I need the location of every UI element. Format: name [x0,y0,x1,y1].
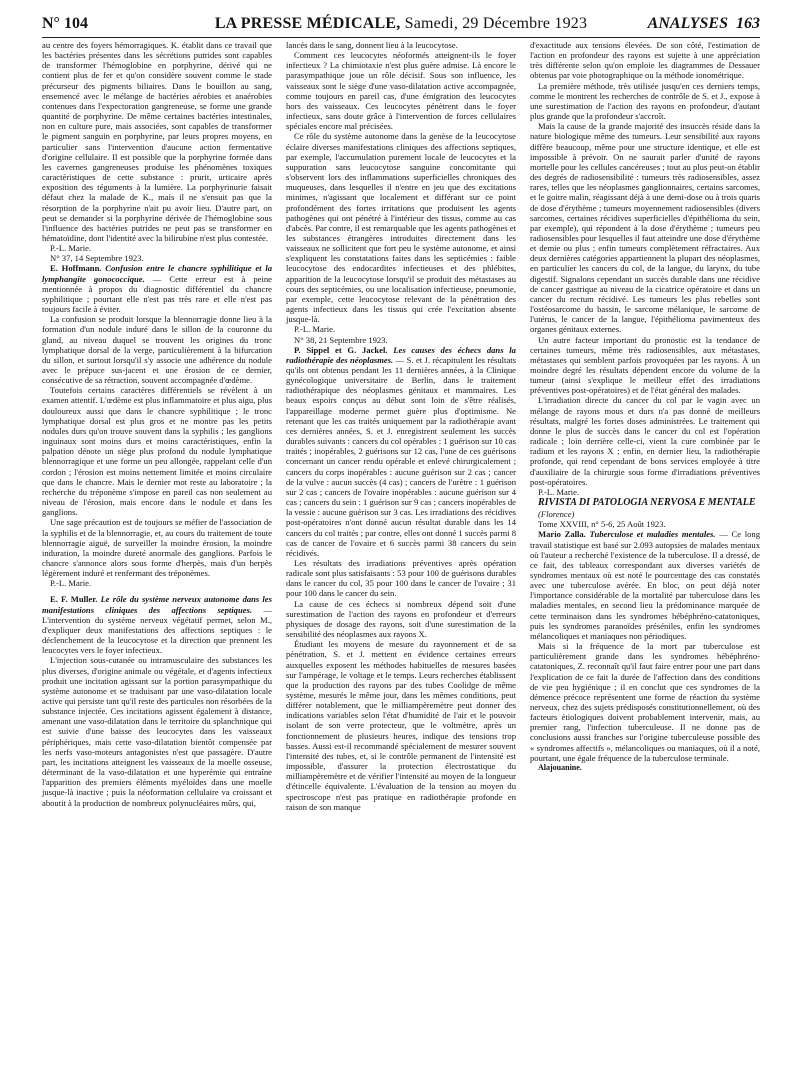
column-middle [286,40,516,1074]
issue-dateline: N° 37, 14 Septembre 1923. [50,253,144,264]
article-text: — Cette erreur est à peine mentionnée à propos du diagnostic différentiel du chancre syphilitique ; pourtant elle n'est pas très rare et elle n'est pas toujours facile à éviter. [42,273,272,315]
paragraph: Mais si la fréquence de la mort par tuberculose est particulièrement grande dans les syndromes hébéphréno-catatoniques, Z. reconnaît qu'il faut faire entrer pour une part dans l'explication de ce fait la durée de l'affection dans des conditions de vie peu hygiénique ; il en conclut que ces syndromes de la démence précoce représentent une forme de réaction du système nerveux, chez des sujets prédisposés constitutionnellement, où des facteurs étiologiques doivent probablement intervenir, mais, au premier rang, l'infection tuberculeuse. Il ne donne pas de conclusions aussi franches sur l'origine tuberculeuse possible des « syndromes affectifs », mélancoliques ou maniaques, où il a noté, pourtant, une égale fréquence de la tuberculose terminale. [530,641,760,763]
journal-heading: RIVISTA DI PATOLOGIA NERVOSA E MENTALE [538,497,756,509]
volume-line: Tome XXVIII, n° 5-6, 25 Août 1923. [538,519,666,530]
article-sippel-jackel [286,345,516,558]
paragraph: Une sage précaution est de toujours se méfier de l'association de la syphilis et de la blennorragie, et, au cours du traitement de toute blennorragie aiguë, de surveiller la moindre érosion, la moindre induration, la moindre dureté anormale des ganglions. Parfois le chancre s'annonce alors sous forme d'herpès, mais d'un herpès légèrement induré et renfermant des tréponèmes. [42,517,272,579]
column-left [42,40,272,1074]
section-and-page [648,15,760,33]
paragraph: Mais la cause de la grande majorité des insuccès réside dans la nature biologique même des tumeurs. Leur sensibilité aux rayons diffère beaucoup, même pour une structure identique, et elle est impossible à prévoir. On ne saurait parler d'unité de rayons mortelle pour les cellules cancéreuses ; tout au plus peut-on établir des degrés de radiosensibilité : tumeurs très radiosensibles, assez rares, telles que les néoplasmes ganglionnaires, certains sarcomes, et le goitre malin, réagissant déjà à une demi-dose ou à trois quarts de dose d'érythème ; tumeurs moyennement radiosensibles (divers sarcomes, certaines récidives superficielles d'épithélioma du sein, par exemple), qui répondent à la dose d'érythème ; tumeurs peu radiosensibles pour lesquelles il faut atteindre une dose d'érythème et demie ou plus ; enfin tumeurs complètement réfractaires. Aux deux dernières catégories appartiennent la plupart des néoplasmes, en particulier les cancers du col, de la langue, du larynx, du tube digestif. Signalons cependant un succès durable dans une récidive de cancer gastrique au niveau de la cicatrice opératoire et dans un cancer du rectum récidivé. Les tumeurs les plus rebelles sont l'ostéosarcome du bassin, le sarcome mélanique, le sarcome de l'utérus, le cancer de la langue, l'épithélioma pavimenteux des organes génitaux externes. [530,121,760,335]
issue-dateline: N° 38, 21 Septembre 1923. [294,334,388,345]
paragraph: L'irradiation directe du cancer du col par le vagin avec un mélange de rayons mous et durs n'a pas donné de meilleurs résultats, malgré les fortes doses administrées. Le traitement qui donne le plus de succès dans le cancer du col est l'opération radicale ; loin derrière celle-ci, vient la cure combinée par le radium et les rayons X ; enfin, en dernier lieu, la radiothérapie profonde, qui rend cependant de bons services employée à titre d'auxiliaire de la chirurgie sous forme d'irradiations préventives post-opératoires. [530,395,760,487]
header-rule [42,37,760,38]
paragraph: Étudiant les moyens de mesure du rayonnement et de sa pénétration, S. et J. mettent en évidence certaines erreurs auxquelles exposent les méthodes habituelles de mesures basées sur l'ampérage, le voltage et le temps. Leurs recherches établissent que la production des rayons par des tubes Coolidge de même système, mesurés le même jour, dans les mêmes conditions, peut différer notablement, que le milliampèremètre peut donner des indications variables selon l'état d'humidité de l'air et le pouvoir isolant de son verre protecteur, que le voltmètre, après un fonctionnement de plusieurs heures, indique des tensions trop basses. Aussi est-il recommandé spécialement de mesurer souvent l'intensité des tubes, et, si le contrôle permanent de l'intensité est impossible, d'assurer la protection électrostatique du milliampèremètre et de vérifier l'intensité au moyen de la longueur d'étincelle équivalente. L'évaluation de la tension au moyen du spectroscope n'est pas pratique en radiothérapie profonde en raison de son manque [286,639,516,812]
paragraph: au centre des foyers hémorragiques. K. établit dans ce travail que les bactéries présentes dans les sécrétions putrides sont capables de transformer l'hémoglobine en porphyrine, dérivé qui ne contient plus de fer et qu'on considère souvent comme le stade précurseur des pigments biliaires. Dans le bouillon au sang, ensemencé avec le mélange de bactéries aérobies et anaérobies contenues dans l'expectoration gangreneuse, se forme une grande quantité de porphyrine. De même certaines bactéries intestinales, non en culture pure, mais associées, sont capables de transformer le pigment sanguin en porphyrine, par leurs propres moyens, en particulier sans l'intervention d'aucune action fermentative d'origine cellulaire. Il est possible que la porphyrine formée dans les cavernes gangreneuses produise les phénomènes toxiques caractéristiques de cette substance : prurit, urticaire après exposition des téguments à la lumière. La porphyrinurie faisait défaut chez la malade de K., mais il ne s'ensuit pas que la résorption de la porphyrine n'ait pu avoir lieu. D'autre part, on peut se demander si la porphyrine dérivée de l'hémoglobine sous l'influence des bactéries putrides ne peut pas se transformer en hématoïdine, dont l'identité avec la bilirubine n'est plus contestée. [42,40,272,243]
article-title: Le rôle du système nerveux autonome dans les manifestations cliniques des affections septiques. [42,594,272,615]
signature: P.-L. Marie. [50,243,92,254]
article-title: Tuberculose et maladies mentales. [589,529,716,540]
column-right [530,40,760,1074]
page-number: 163 [736,15,760,32]
signature: P.-L. Marie. [538,486,580,497]
journal-name: LA PRESSE MÉDICALE, [214,15,401,32]
paragraph: Comment ces leucocytes néoformés atteignent-ils le foyer infectieux ? La chimiotaxie n'est plus guère admise. Là encore le parasympathique joue un rôle décisif. Sous son influence, les vaisseaux sont le siège d'une vaso-dilatation active accompagnée, comme toujours en pareil cas, d'une émigration des leucocytes hors des vaisseaux. Ces leucocytes pénètrent dans le foyer infectieux, sans doute grâce à l'intervention de forces cellulaires spéciales encore mal précisées. [286,50,516,132]
article-author: E. F. Muller. [50,594,98,605]
paragraph: lancés dans le sang, donnent lieu à la leucocytose. [286,40,458,50]
paragraph: L'injection sous-cutanée ou intramusculaire des substances les plus diverses, d'origine animale ou végétale, et d'agents infectieux produit une incitation agissant sur la portion parasympathique du système autonome et se traduisant par une vaso-dilatation locale active qui persiste tant qu'il reste des particules non résorbées de la substance injectée. Ces incitations agissent également à distance, amenant une vaso-dilatation dans le territoire du splanchnique qui est suivie d'une baisse des leucocytes dans les vaisseaux périphériques, mais cette vaso-dilatation bientôt compensée par les nerfs vaso-moteurs antagonistes n'est que passagère. D'autre part, les incitations atteignent les vaisseaux de la moelle osseuse, déterminant de la vaso-dilatation et une hyperémie qui entraîne l'apparition des premiers éléments myéloïdes dans une moelle jusque-là inactive ; puis la néoformation cellulaire va croissant et aboutit à la production de nombreux polynucléaires mûrs, qui, [42,655,272,808]
article-zalla [530,529,760,641]
article-hoffmann [42,263,272,314]
signature: P.-L. Marie. [50,578,92,589]
article-author: Mario Zalla. [538,529,586,540]
section-name: ANALYSES [647,15,728,32]
signature: P.-L. Marie. [294,324,336,335]
running-header [42,15,760,35]
article-title: Confusion entre le chancre syphilitique et la lymphangite gonococcique. [42,263,272,284]
signature: Alajouanine. [538,762,582,772]
paragraph: d'exactitude aux tensions élevées. De son côté, l'estimation de l'action en profondeur des rayons est sujette à une appréciation très différente selon qu'on emploie les diagrammes de Dessauer obtenus par voie photographique ou la méthode ionométrique. [530,40,760,81]
article-muller [42,594,272,655]
paragraph: Ce rôle du système autonome dans la genèse de la leucocytose éclaire diverses manifestations cliniques des affections septiques, par exemple, l'accumulation purement locale de leucocytes et la suppuration sans leucocytose sanguine concomitante qui s'observent lors des inflammations superficielles chroniques des muqueuses, dans lesquelles il n'entre en jeu que des excitations minimes, n'agissant que localement et différant sur ce point profondément des fortes irritations que produisent les agents pathogènes qui ont pénétré à l'intérieur des tissus, comme au cas d'abcès. Par contre, il est remarquable que les agents pathogènes et les substances étrangères introduites directement dans les vaisseaux ne sollicitent que fort peu le système autonome, et ainsi s'expliquent les constatations faites dans les septicémies : faible leucocytose des endocardites infectieuses et des phlébites, apparition de la leucocytose lorsqu'il se produit des métastases au cours des septicémies, ou une localisation infectieuse, pneumonie, par exemple, cette leucocytose relevant de la pénétration des agents infectieux dans les tissus qui crée l'excitation absente jusque-là. [286,131,516,325]
paragraph: La première méthode, très utilisée jusqu'en ces derniers temps, comme le montrent les recherches de contrôle de S. et J., expose à une surestimation de l'action des rayons en profondeur, d'autant plus grande que la profondeur s'accroît. [530,80,760,122]
paragraph: La confusion se produit lorsque la blennorragie donne lieu à la formation d'un nodule induré dans le sillon de la couronne du gland, au niveau duquel se trouvent les origines du tronc lymphatique dorsal de la verge, particulièrement à la bifurcation du sillon, et surtout lorsqu'il s'y associe une adhérence du nodule avec le prépuce sus-jacent et une érosion de ce dernier, consécutive de sa rétraction, souvent accompagnée d'œdème. [42,314,272,386]
article-title: Les causes des échecs dans la radiothérapie des néoplasmes. [286,344,516,365]
paragraph: Un autre facteur important du pronostic est la tendance de certaines tumeurs, même très radiosensibles, aux métastases, métastases qui semblent parfois provoquées par les rayons. À un moindre degré les résultats dépendent encore du volume de la tumeur (ainsi s'explique le meilleur effet des irradiations préventives post-opératoires) et de l'état général des malades. [530,334,760,396]
journal-city: (Florence) [538,509,575,520]
paragraph: La cause de ces échecs si nombreux dépend soit d'une surestimation de l'action des rayons en profondeur et d'erreurs physiques de dosage des rayons, soit d'une surestimation de la sensibilité des néoplasmes aux rayons X. [286,598,516,640]
paragraph: Toutefois certains caractères différentiels se révèlent à un examen attentif. L'œdème est plus inflammatoire et plus aigu, plus douloureux aussi que dans le chancre syphilitique ; le tronc lymphatique dorsal est plus gros et ne montre pas les petits nodules durs qu'on trouve souvent dans la syphilis ; les ganglions inguinaux sont moins durs et moins caractéristiques, enfin la palpation dénote un siège plus profond du nodule lymphatique blennorragique et une forme un peu allongée, rappelant celle d'un cordon ; l'érosion est moins nettement limitée et moins circulaire que dans le chancre. Mais le dernier mot reste au laboratoire ; la recherche du tréponème s'impose en pareil cas non seulement au niveau de l'érosion, mais encore dans le nodule et dans les ganglions. [42,385,272,518]
issue-number: N° 104 [42,15,88,32]
issue-date: Samedi, 29 Décembre 1923 [404,15,588,32]
article-text: — S. et J. récapitulent les résultats qu'ils ont obtenus pendant les 11 dernières années, à la Clinique gynécologique universitaire de Berlin, dans le traitement radiothérapique des néoplasmes génitaux et mammaires. Les beaux espoirs conçus au début sont loin de s'être réalisés, l'appareillage moderne permet guère plus d'optimisme. Ne retenant que les cas traités uniquement par la radiothérapie avant ces dernières années, S. et J. enregistrent seulement les succès durables suivants : cancers du col opérables : 1 guérison sur 10 cas traités ; inopérables, 2 guérisons sur 12 cas, l'une de ces guérisons concernant un cancer rendu opérable et enlevé chirurgicalement ; cancers du corps inopérables : aucune guérison sur 2 cas ; cancer de la vulve : aucun succès (4 cas) ; cancers de l'urètre : 1 guérison sur 2 cas ; cancers de l'ovaire inopérables : aucune guérison sur 4 cas ; cancers du sein : 1 guérison sur 9 cas ; cancers inopérables de la vessie : aucune guérison sur 3 cas. Les irradiations des récidives post-opératoires n'ont donné aucun résultat durable dans les 14 cancers du col traités ; par contre, elles ont donné 1 succès parmi 8 cas de cancer de l'ovaire et 6 succès parmi 38 cancers du sein récidivés. [286,354,516,558]
article-text: — L'intervention du système nerveux végétatif permet, selon M., d'expliquer deux manifestations des affections septiques : le déclenchement de la leucocytose et la direction que prennent les leucocytes vers le foyer infectieux. [42,604,272,656]
paragraph: Les résultats des irradiations préventives après opération radicale sont plus satisfaisants : 53 pour 100 de guérisons durables dans le cancer du col, 35 pour 100 dans le cancer de l'ovaire ; 31 pour 100 dans le cancer du sein. [286,557,516,599]
article-text: — Ce long travail statistique est basé sur 2.093 autopsies de malades mentaux où l'auteur a recherché l'existence de la tuberculose. Il a dressé, de ce fait, des tableaux correspondant aux diverses variétés de syndromes mentaux où est noté le pourcentage des cas constatés avec une tuberculose avérée. En bloc, on peut déjà noter l'importance considérable de la mortalité par tuberculose dans les maladies mentales, en second lieu la prédominance marquée de cette terminaison dans les syndromes hébéphréno-catatoniques, puis les syndromes paranoïdes préséniles, enfin les syndromes mélancoliques et maniaques non périodiques. [530,529,761,641]
article-author: E. Hoffmann. [50,263,102,274]
article-author: P. Sippel et G. Jackel. [294,344,388,355]
